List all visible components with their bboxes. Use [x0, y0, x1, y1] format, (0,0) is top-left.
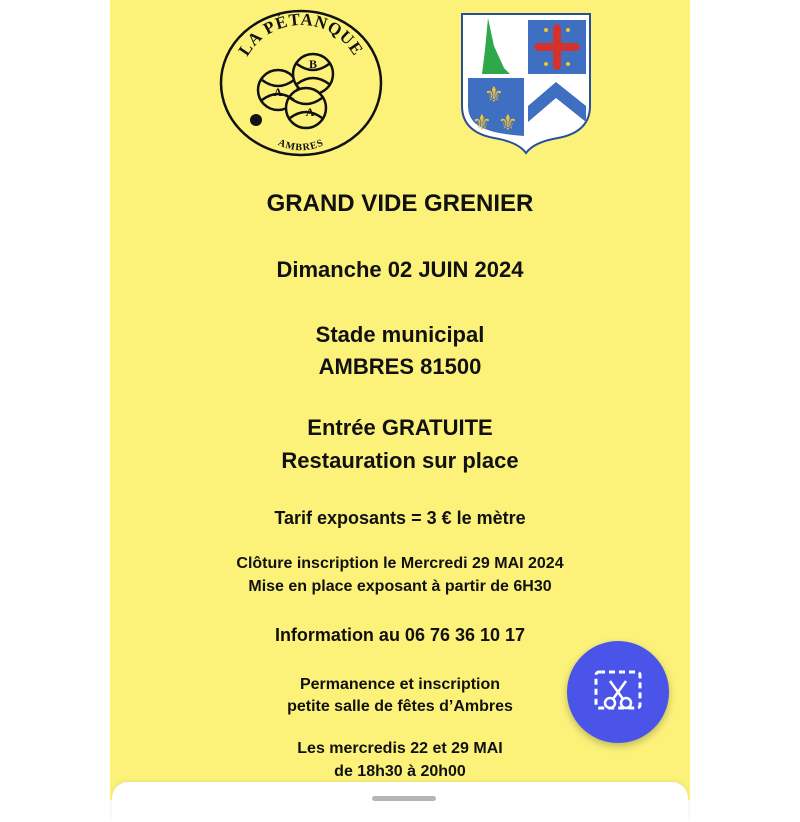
permanence-line-1: Permanence et inscription: [299, 676, 501, 693]
ball-letter-1: A: [273, 85, 283, 99]
event-title: GRAND VIDE GRENIER: [266, 190, 534, 217]
screenshot-button[interactable]: [567, 641, 669, 743]
setup-time: Mise en place exposant à partir de 6H30: [248, 578, 552, 595]
ball-letter-3: A: [305, 105, 315, 119]
svg-text:⚜: ⚜: [472, 111, 492, 136]
logo-bottom-text: AMBRES: [276, 137, 326, 154]
venue-name: Stade municipal: [315, 322, 485, 347]
permanence-line-2: petite salle de fêtes d’Ambres: [287, 698, 513, 715]
permanence-hours: de 18h30 à 20h00: [334, 763, 466, 780]
logo-top-text: LA PÉTANQUE: [234, 9, 368, 60]
exhibitor-price: Tarif exposants = 3 € le mètre: [274, 508, 526, 528]
svg-text:⚜: ⚜: [484, 83, 504, 108]
registration-closing: Clôture inscription le Mercredi 29 MAI 2024: [236, 555, 564, 572]
svg-text:⚜: ⚜: [498, 111, 518, 136]
sheet-drag-handle[interactable]: [372, 796, 436, 801]
event-date: Dimanche 02 JUIN 2024: [276, 257, 524, 282]
permanence-days: Les mercredis 22 et 29 MAI: [297, 740, 503, 757]
coat-of-arms-icon: [458, 10, 594, 155]
petanque-logo: [218, 8, 384, 158]
contact-phone: Information au 06 76 36 10 17: [274, 625, 526, 645]
food-info: Restauration sur place: [281, 448, 519, 473]
bottom-sheet[interactable]: [112, 782, 688, 822]
screenshot-scissors-icon: [593, 667, 643, 717]
venue-city: AMBRES 81500: [318, 354, 482, 379]
entry-info: Entrée GRATUITE: [307, 415, 493, 440]
ball-letter-2: B: [308, 57, 318, 71]
